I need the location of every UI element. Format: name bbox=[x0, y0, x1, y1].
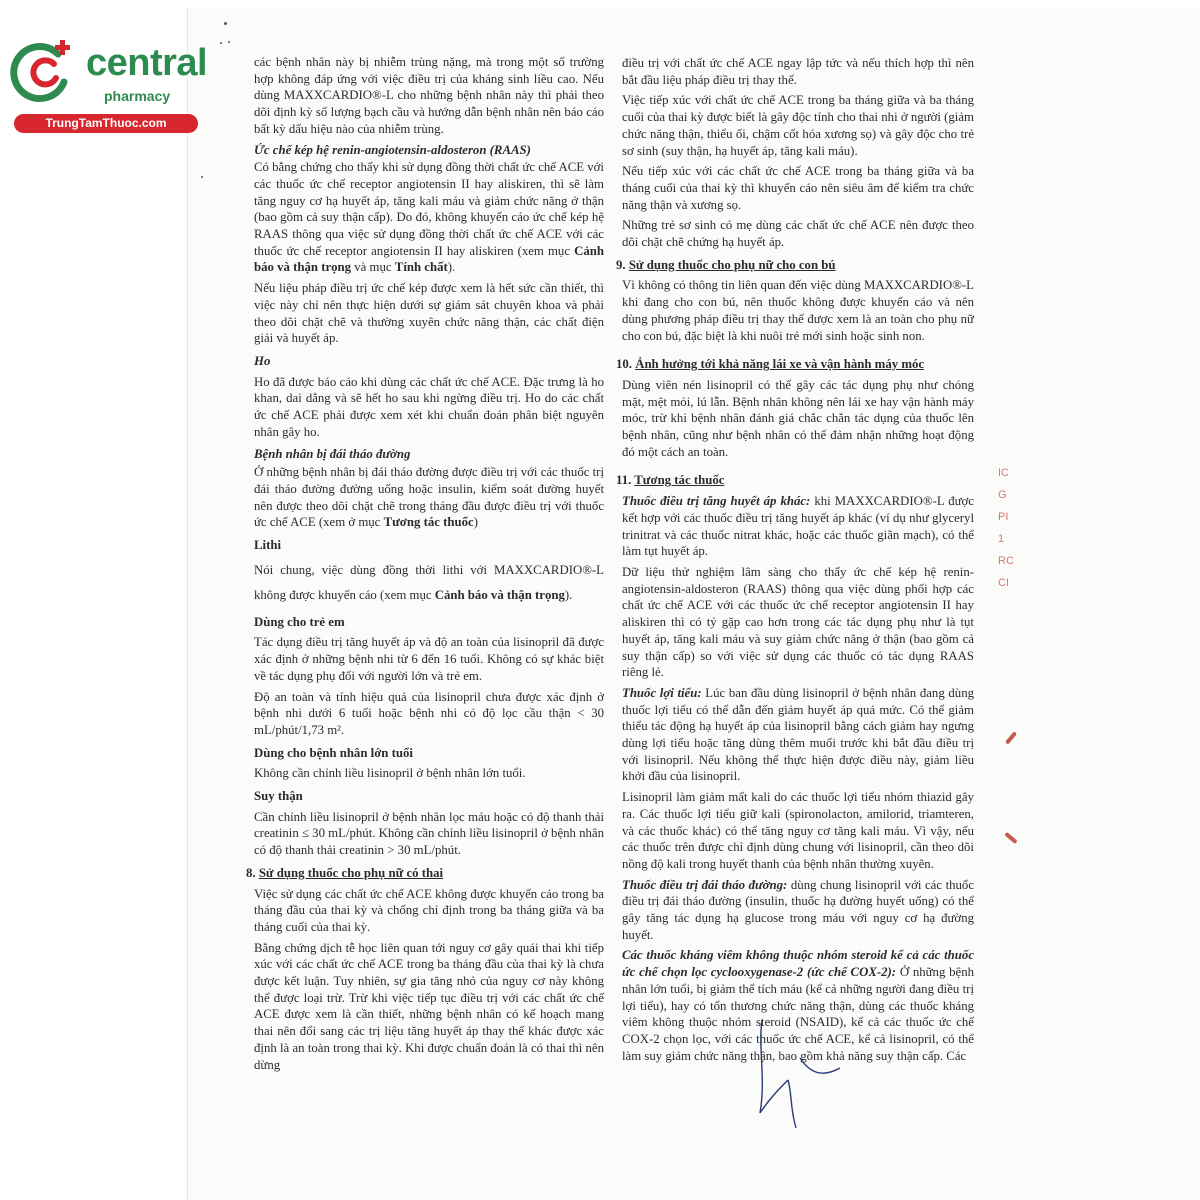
logo-mark-icon bbox=[10, 36, 82, 108]
scan-speck bbox=[224, 22, 227, 25]
diabetes-text-end: ) bbox=[473, 515, 478, 530]
section-11-heading bbox=[616, 472, 974, 489]
paragraph bbox=[254, 464, 604, 531]
raas-text: Có bằng chứng cho thấy khi sử dụng đồng thời chất ức chế ACE với các thuốc ức chế receptor angiotensin II hay aliskiren, thì sẽ làm tăng nguy cơ hạ huyết áp, tăng kali máu và giảm chức năng ở thận (bao gồm cả suy thận cấp). Do đó, không khuyến cáo ức chế kép hệ RAAS thông qua việc sử dụng đồng thời chất ức chế ACE với các thuốc ức chế receptor angiotensin II hay aliskiren (xem mục bbox=[254, 160, 604, 258]
raas-ref-2: Tính chất bbox=[394, 260, 448, 275]
section-number: 8. bbox=[246, 865, 256, 880]
ho-heading: Ho bbox=[254, 353, 271, 368]
margin-stamp-marks bbox=[998, 462, 1024, 594]
section-number: 11. bbox=[616, 473, 632, 488]
right-column bbox=[616, 55, 974, 1068]
section-number: 9. bbox=[616, 257, 626, 272]
margin-mark: CI bbox=[998, 577, 1009, 589]
lithi-block bbox=[254, 558, 604, 608]
antihypertensive-text: khi MAXXCARDIO®-L được kết hợp với các thuốc điều trị tăng huyết áp khác (ví dụ như glyceryl trinitrat và các thuốc nitrat khác, hoặc các thuốc giãn mạch), có thể làm tụt huyết áp. bbox=[622, 494, 974, 559]
lithi-heading: Lithi bbox=[254, 537, 282, 552]
section-title: Ảnh hưởng tới khả năng lái xe và vận hành máy móc bbox=[635, 357, 925, 372]
paragraph: Dữ liệu thử nghiệm lâm sàng cho thấy ức chế kép hệ renin-angiotensin-aldosteron (RAAS) thông qua việc dùng phối hợp các chất ức chế ACE với các thuốc ức chế receptor angiotensin II hay aliskiren thì có tỷ gặp cao hơn trong các tác dụng phụ như là tụt huyết áp, tăng kali máu và suy giảm chức năng ở thận (bao gồm cả suy thận cấp) so với việc sử dụng các thuốc có tác dụng RAAS riêng lẻ. bbox=[622, 564, 974, 680]
paragraph: các bệnh nhân này bị nhiễm trùng nặng, mà trong một số trường hợp không đáp ứng với việc điều trị của kháng sinh liều cao. Nếu dùng MAXXCARDIO®-L cho những bệnh nhân này thì phải theo dõi định kỳ số lượng bạch cầu và hướng dẫn bệnh nhân nên báo cáo bất kỳ dấu hiệu nào của nhiễm trùng. bbox=[254, 55, 604, 136]
section-title: Sử dụng thuốc cho phụ nữ cho con bú bbox=[628, 257, 836, 272]
paragraph bbox=[622, 493, 974, 560]
paragraph bbox=[622, 877, 974, 944]
raas-heading: Ức chế kép hệ renin-angiotensin-aldosteron (RAAS) bbox=[254, 142, 531, 157]
central-pharmacy-logo[interactable] bbox=[8, 36, 213, 136]
paragraph: Việc sử dụng các chất ức chế ACE không được khuyến cáo trong ba tháng đầu của thai kỳ và chống chỉ định trong ba tháng giữa và ba tháng cuối của thai kỳ. bbox=[254, 886, 604, 934]
signature-scribble bbox=[700, 1018, 870, 1138]
paragraph: Cần chỉnh liều lisinopril ở bệnh nhân lọc máu hoặc có độ thanh thải creatinin ≤ 30 mL/phút. Không cần chỉnh liều lisinopril ở bệnh nhân có độ thanh thải creatinin > 30 mL/phút. bbox=[254, 809, 604, 858]
lithi-text-end: ). bbox=[564, 587, 573, 602]
scan-speck bbox=[220, 42, 222, 44]
margin-mark: RC bbox=[998, 555, 1014, 567]
margin-mark: 1 bbox=[998, 533, 1005, 545]
paragraph: Nếu tiếp xúc với các chất ức chế ACE trong ba tháng giữa và ba tháng cuối của thai kỳ thì khuyến cáo nên siêu âm để kiểm tra chức năng thận và xương sọ. bbox=[622, 164, 974, 212]
logo-site-badge[interactable]: TrungTamThuoc.com bbox=[14, 114, 198, 133]
margin-mark: IC bbox=[998, 467, 1009, 479]
section-10-heading bbox=[616, 356, 974, 373]
paragraph: Tác dụng điều trị tăng huyết áp và độ an toàn của lisinopril đã được xác định ở những bệnh nhi từ 6 đến 16 tuổi. Không có sự khác biệt về tác dụng phụ đối với người lớn và trẻ em. bbox=[254, 635, 604, 683]
paragraph: Ho đã được báo cáo khi dùng các chất ức chế ACE. Đặc trưng là ho khan, dai dẳng và sẽ hết ho sau khi ngừng điều trị. Ho do các chất ức chế ACE phải được xem xét khi chuẩn đoán phân biệt nguyên nhân gây ho. bbox=[254, 374, 604, 439]
paragraph: Những trẻ sơ sinh có mẹ dùng các chất ức chế ACE nên được theo dõi chặt chẽ chứng hạ huyết áp. bbox=[622, 218, 974, 250]
margin-mark: G bbox=[998, 489, 1007, 501]
antidiabetic-text: dùng chung lisinopril với các thuốc điều trị đái tháo đường (insulin, thuốc hạ đường huyết uống) có thể gây tăng tác dụng hạ glucose trong máu với nguy cơ hạ đường huyết. bbox=[622, 877, 974, 942]
paragraph bbox=[254, 159, 604, 276]
paragraph: Độ an toàn và tính hiệu quả của lisinopril chưa được xác định ở bệnh nhi dưới 6 tuổi hoặc bệnh nhi có độ lọc cầu thận < 30 mL/phút/1,73 m². bbox=[254, 689, 604, 737]
left-column bbox=[246, 54, 604, 1077]
paragraph: Bằng chứng dịch tễ học liên quan tới nguy cơ gây quái thai khi tiếp xúc với các chất ức chế ACE trong ba tháng đầu của thai kỳ là chưa được kết luận. Tuy nhiên, sự gia tăng nhỏ của nguy cơ này không thể được loại trừ. Trừ khi việc tiếp tục điều trị với các chất ức chế ACE được xem là cần thiết, những bệnh nhân có kế hoạch mang thai nên đổi sang các trị liệu tăng huyết áp thay thế khác được xác định là an toàn trong thai kỳ. Khi được chuẩn đoán là có thai thì nên dừng bbox=[254, 940, 604, 1072]
section-title: Tương tác thuốc bbox=[634, 473, 725, 488]
scan-speck bbox=[228, 41, 230, 43]
raas-ref-1: Cảnh báo và thận trọng bbox=[254, 243, 604, 275]
section-number: 10. bbox=[616, 357, 632, 372]
lithi-text: Nói chung, việc dùng đồng thời lithi với MAXXCARDIO®-L không được khuyến cáo (xem mục bbox=[254, 562, 604, 602]
section-8-heading bbox=[246, 865, 604, 882]
paragraph: Nếu liệu pháp điều trị ức chế kép được xem là hết sức cần thiết, thì việc này chỉ nên thực hiện dưới sự giám sát chuyên khoa và phải theo dõi chặt chẽ và thường xuyên chức năng thận, các chất điện giải và huyết áp. bbox=[254, 281, 604, 346]
paragraph bbox=[254, 558, 604, 608]
lithi-ref: Cảnh báo và thận trọng bbox=[434, 587, 565, 602]
diuretic-text: Lúc ban đầu dùng lisinopril ở bệnh nhân đang dùng thuốc lợi tiểu có thể dẫn đến giảm huyết áp quá mức. Có thể giảm thiểu tác động hạ huyết áp của lisinopril bằng cách giảm hay ngưng dùng lợi tiểu hoặc tăng dùng thêm muối trước khi bắt đầu điều trị với lisinopril. Nếu không thể thực hiện được điều này, giảm liều khởi đầu của lisinopril. bbox=[622, 685, 974, 784]
paragraph: điều trị với chất ức chế ACE ngay lập tức và nếu thích hợp thì nên bắt đầu liệu pháp điều trị thay thế. bbox=[622, 56, 974, 87]
logo-sub-text: pharmacy bbox=[104, 88, 171, 104]
children-heading: Dùng cho trẻ em bbox=[254, 614, 345, 629]
elderly-heading: Dùng cho bệnh nhân lớn tuổi bbox=[254, 745, 413, 760]
paragraph: Lisinopril làm giảm mất kali do các thuốc lợi tiểu nhóm thiazid gây ra. Các thuốc lợi tiểu giữ kali (spironolacton, amilorid, triamteren, và các thuốc khác) có thể tăng nguy cơ tăng kali máu. Vì vậy, nếu các thuốc trên được chỉ định dùng chung với lisinopril, cần theo dõi nồng độ kali trong huyết thanh của bệnh nhân thường xuyên. bbox=[622, 790, 974, 871]
paragraph: Không cần chỉnh liều lisinopril ở bệnh nhân lớn tuổi. bbox=[254, 766, 526, 781]
raas-text-mid: và mục bbox=[354, 260, 392, 275]
nsaid-lead: Các thuốc kháng viêm không thuộc nhóm steroid kể cả các thuốc ức chế chọn lọc cyclooxygenase-2 (ức chế COX-2): bbox=[622, 948, 974, 980]
diabetes-text: Ở những bệnh nhân bị đái tháo đường được điều trị với các thuốc trị đái tháo đường đường uống hoặc insulin, kiểm soát đường huyết nên được theo dõi chặt chẽ trong tháng đầu được điều trị với thuốc ức chế ACE (xem ở mục bbox=[254, 465, 604, 530]
paragraph: Vì không có thông tin liên quan đến việc dùng MAXXCARDIO®-L khi đang cho con bú, nên thuốc không được khuyến cáo và nên dùng phương pháp điều trị thay thế được xem là an toàn cho phụ nữ cho con bú, đặc biệt là khi nuôi trẻ mới sinh hoặc sinh non. bbox=[622, 278, 974, 343]
logo-brand-text: central bbox=[86, 42, 208, 84]
paragraph bbox=[622, 685, 974, 785]
nsaid-text: Ở những bệnh nhân lớn tuổi, bị giảm thể tích máu (kể cả những người đang điều trị lợi tiểu), hay có tổn thương chức năng thận, dùng các thuốc kháng viêm không thuộc nhóm steroid (NSAID), kể cả các thuốc ức chế COX-2 chọn lọc, với các thuốc ức chế ACE, kể cả lisinopril, có thể làm suy giảm chức năng thận, bao gồm khả năng suy thận cấp. Các bbox=[622, 965, 974, 1063]
section-9-heading bbox=[616, 257, 974, 274]
diabetes-heading: Bệnh nhân bị đái tháo đường bbox=[254, 447, 411, 462]
scan-speck bbox=[201, 176, 203, 178]
paragraph: Việc tiếp xúc với chất ức chế ACE trong ba tháng giữa và ba tháng cuối của thai kỳ được biết là gây độc tính cho thai nhi ở người (giảm chức năng thận, thiểu ối, chậm cốt hóa xương sọ) và gây độc cho trẻ sơ sinh (suy thận, hạ huyết áp, tăng kali máu). bbox=[622, 93, 974, 158]
section-title: Sử dụng thuốc cho phụ nữ có thai bbox=[258, 865, 444, 880]
diabetes-ref: Tương tác thuốc bbox=[383, 515, 474, 530]
raas-text-end: ). bbox=[447, 260, 456, 275]
margin-mark: PI bbox=[998, 511, 1009, 523]
antihypertensive-lead: Thuốc điều trị tăng huyết áp khác: bbox=[622, 494, 811, 509]
diuretic-lead: Thuốc lợi tiểu: bbox=[622, 685, 702, 700]
antidiabetic-lead: Thuốc điều trị đái tháo đường: bbox=[622, 877, 788, 892]
paragraph: Dùng viên nén lisinopril có thể gây các tác dụng phụ như chóng mặt, mệt mỏi, lú lẫn. Bệnh nhân không nên lái xe hay vận hành máy móc, trừ khi bệnh nhân đánh giá chắc chắn tác dụng của thuốc lên bệnh nhân, cũng như bệnh nhân có thể đảm nhận những hoạt động đó một cách an toàn. bbox=[622, 377, 974, 459]
renal-heading: Suy thận bbox=[254, 789, 303, 804]
